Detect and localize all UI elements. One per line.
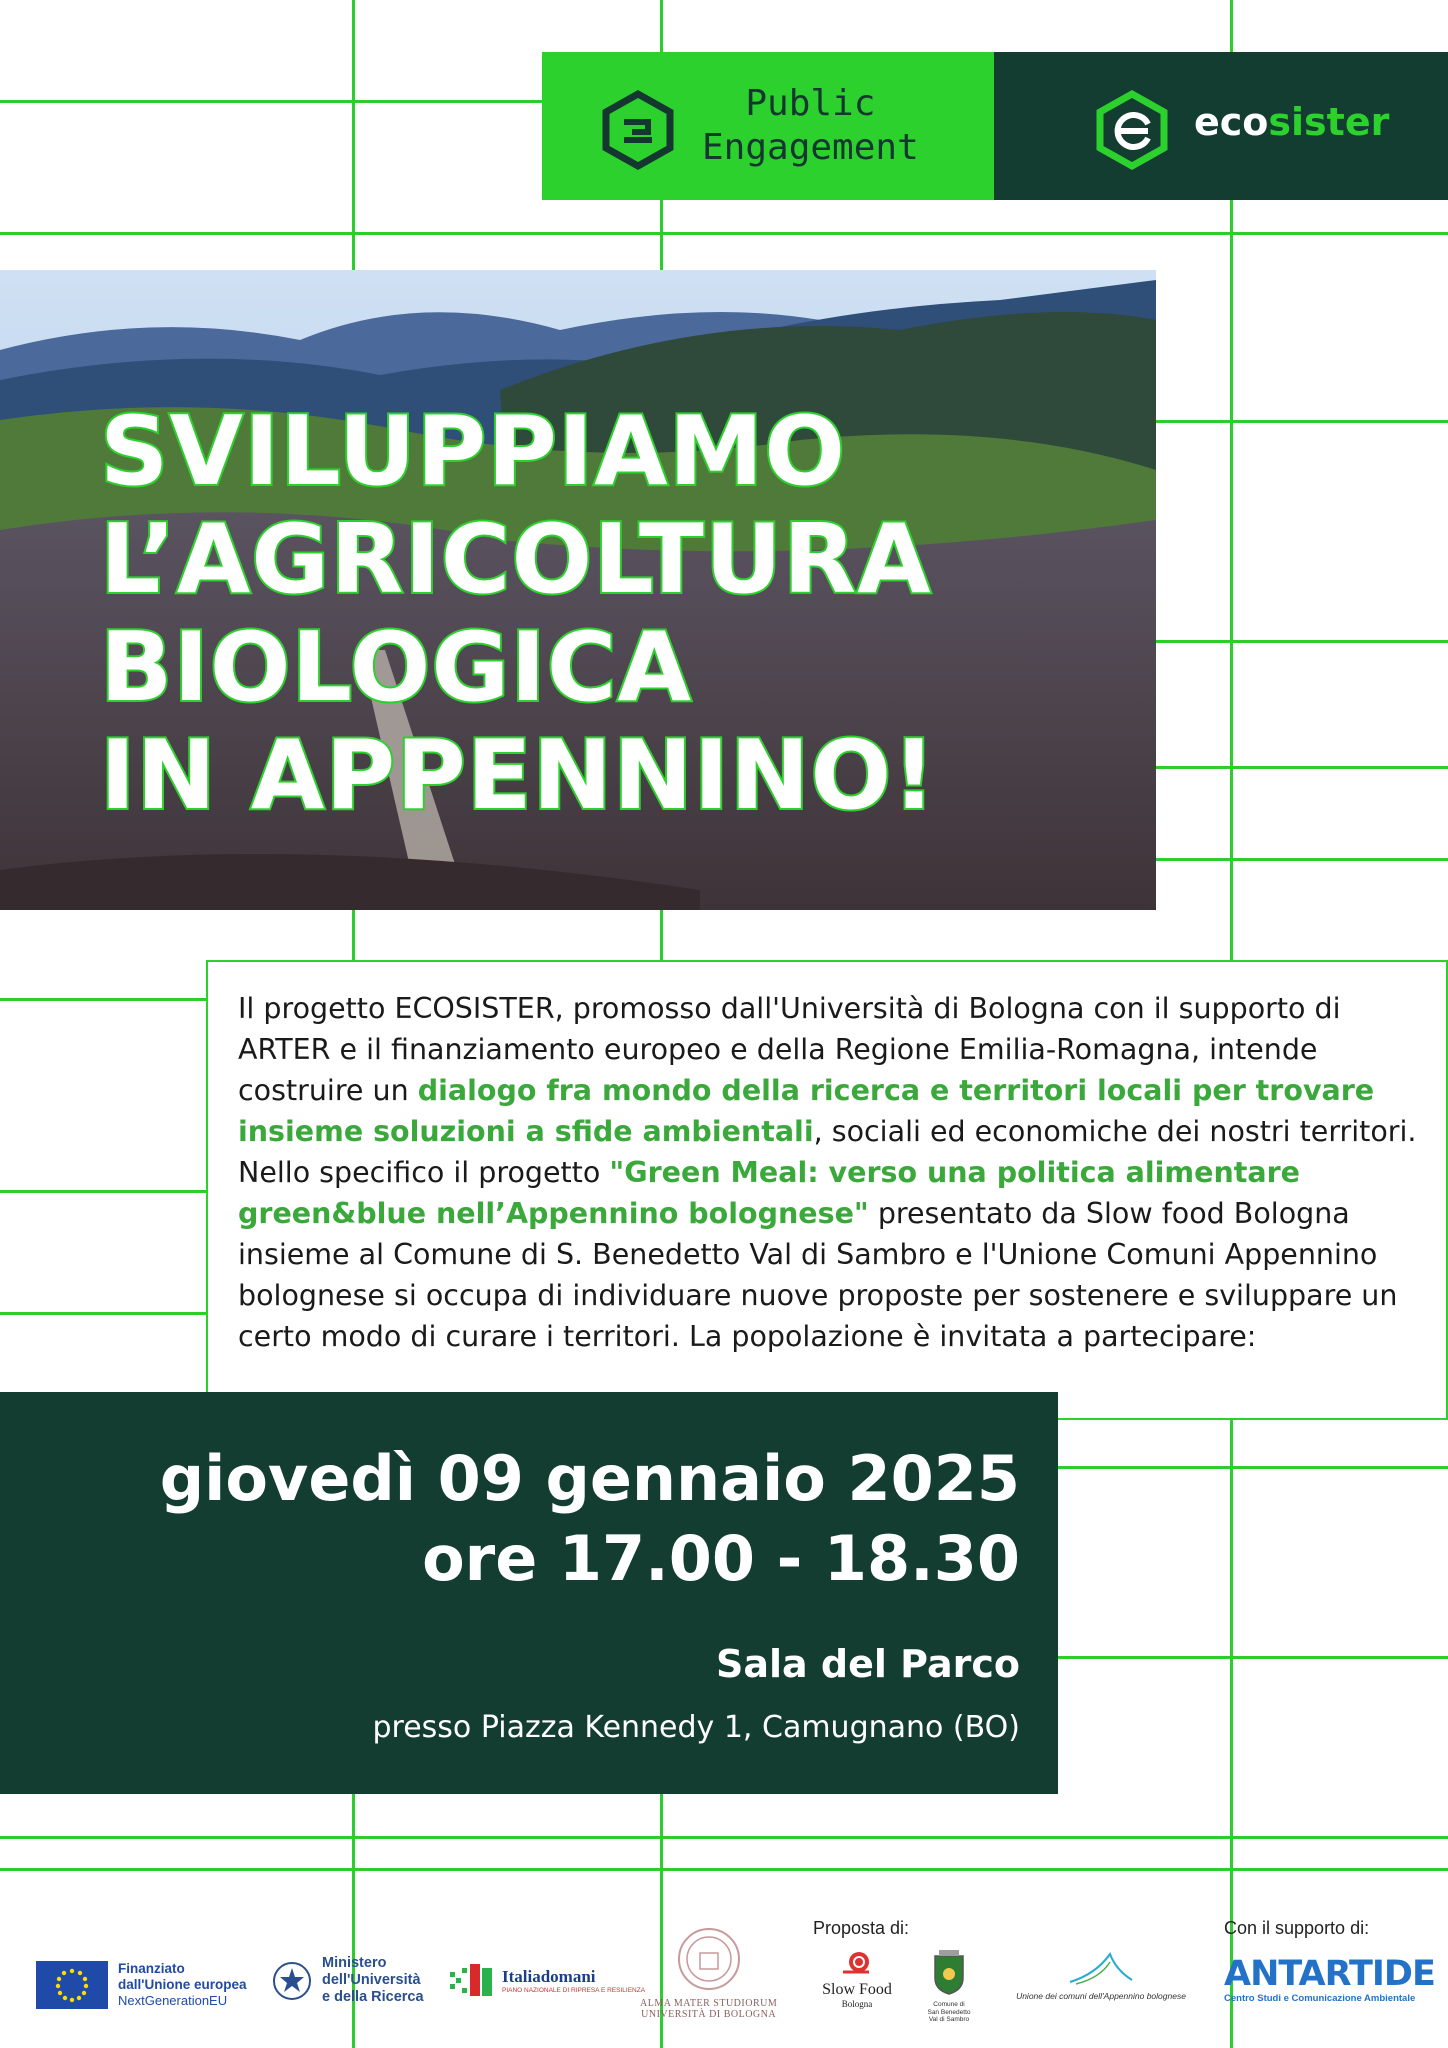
snail-icon (841, 1948, 873, 1976)
eu-flag-icon (36, 1961, 108, 2009)
eu-line-1: Finanziato (118, 1961, 185, 1976)
italiadomani-logo (446, 1958, 652, 2004)
grid-line-horizontal (0, 232, 1448, 235)
unibo-text (640, 1998, 777, 2020)
comune-line-1: Comune di (933, 2001, 965, 2008)
comune-crest-icon (929, 1948, 969, 1996)
antartide-logo (1224, 1955, 1435, 2004)
proposta-label: Proposta di: (813, 1918, 910, 1938)
headline-line-2: L’AGRICOLTURA (100, 505, 932, 615)
public-engagement-line2: Engagement (702, 127, 919, 168)
description-part-3: presentato da Slow food Bologna insieme al Comune di S. Benedetto Val di Sambro e l'Unione Comuni Appennino bolognese si occupa di individuare nuove proposte per sostenere e sviluppare un certo modo di curare i territori. La popolazione è invitata a partecipare: (238, 1197, 1398, 1353)
mountain-lines-icon (1066, 1950, 1136, 1986)
antartide-name: ANTARTIDE (1224, 1954, 1435, 1994)
event-venue: Sala del Parco (716, 1642, 1020, 1686)
event-address: presso Piazza Kennedy 1, Camugnano (BO) (372, 1710, 1020, 1745)
antartide-sub: Centro Studi e Comunicazione Ambientale (1224, 1993, 1416, 2004)
headline-line-3: BIOLOGICA (100, 613, 692, 723)
ecosister-suffix: sister (1268, 100, 1390, 144)
unione-text: Unione dei comuni dell'Appennino bolognese (1016, 1991, 1186, 2001)
description-part-1: Il progetto ECOSISTER, promosso dall'Università di Bologna con il supporto di ARTER e il finanziamento europeo e della Regione Emilia-Romagna, intende costruire un (238, 992, 1341, 1107)
mur-line-2: dell'Università (322, 1972, 421, 1988)
description-highlight-1: dialogo fra mondo della ricerca e territori locali per trovare insieme soluzioni a sfide ambientali (238, 1074, 1375, 1148)
project-description-box (206, 960, 1448, 1420)
hero-image (0, 270, 1156, 910)
headline-line-4: IN APPENNINO! (100, 721, 937, 831)
public-engagement-label (702, 82, 919, 170)
public-engagement-line1: Public (745, 83, 876, 124)
eu-logo (36, 1955, 246, 2015)
comune-logo (920, 1948, 978, 2024)
grid-line-horizontal (0, 1836, 1448, 1839)
ecosister-prefix: eco (1194, 100, 1269, 144)
description-part-2: , sociali ed economiche dei nostri territori. Nello specifico il progetto (238, 1115, 1417, 1189)
slowfood-city: Bologna (841, 1999, 873, 2009)
event-details-box (0, 1392, 1058, 1794)
ecosister-badge (994, 52, 1448, 200)
unibo-line-2: UNIVERSITÀ DI BOLOGNA (641, 2009, 777, 2020)
event-time: ore 17.00 - 18.30 (422, 1522, 1020, 1595)
eu-line-2: dall'Unione europea (118, 1977, 247, 1992)
eu-stars-icon (36, 1961, 108, 2009)
public-engagement-badge (542, 52, 994, 200)
mur-line-3: e della Ricerca (322, 1989, 424, 2005)
event-headline (100, 398, 937, 830)
unibo-seal-icon (674, 1925, 744, 1993)
ecosister-hex-icon (1094, 88, 1170, 172)
comune-line-2: San Benedetto (927, 2008, 971, 2016)
italian-emblem-icon (270, 1956, 314, 2006)
eu-funding-text (118, 1961, 246, 2009)
unione-comuni-logo (1006, 1950, 1196, 2001)
event-date: giovedì 09 gennaio 2025 (159, 1442, 1020, 1515)
comune-text (920, 2001, 978, 2024)
supporto-label: Con il supporto di: (1224, 1918, 1370, 1938)
mur-line-1: Ministero (322, 1955, 387, 1971)
mur-logo (270, 1955, 424, 2006)
slowfood-logo (812, 1948, 902, 2009)
unibo-line-1: ALMA MATER STUDIORUM (640, 1998, 778, 2009)
grid-line-horizontal (0, 1868, 1448, 1871)
italiadomani-sub: PIANO NAZIONALE DI RIPRESA E RESILIENZA (502, 1987, 646, 1994)
slowfood-name: Slow Food (822, 1981, 892, 1998)
ecosister-logo-text (1194, 100, 1389, 144)
unibo-logo (640, 1925, 777, 2020)
italiadomani-text (502, 1967, 652, 1995)
mur-text (322, 1955, 424, 2006)
comune-line-3: Val di Sambro (928, 2016, 970, 2023)
headline-line-1: SVILUPPIAMO (100, 397, 846, 507)
description-highlight-2: "Green Meal: verso una politica alimentare green&blue nell’Appennino bolognese" (238, 1156, 1300, 1230)
project-description (238, 988, 1428, 1357)
public-engagement-hex-icon (596, 88, 680, 172)
italiadomani-mark-icon (446, 1958, 502, 2004)
eu-line-3: NextGenerationEU (118, 1993, 228, 2008)
italiadomani-name: Italiadomani (502, 1967, 596, 1986)
